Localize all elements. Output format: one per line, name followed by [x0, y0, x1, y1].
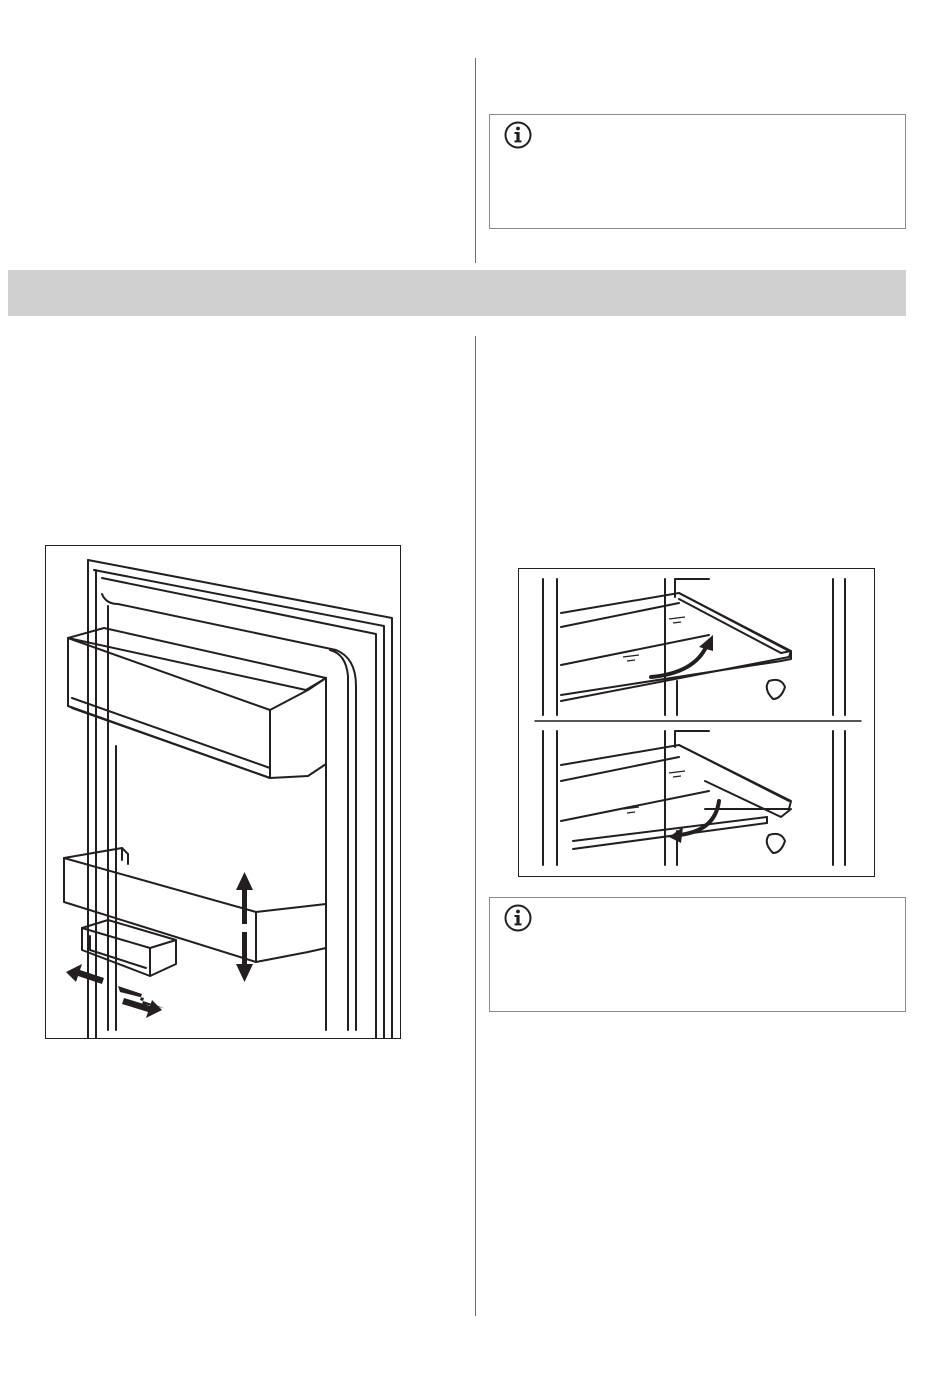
info-box-bottom: [489, 897, 906, 1012]
glass-shelf-figure: [518, 568, 875, 877]
door-shelves-figure: [45, 545, 401, 1039]
column-divider-top: [475, 58, 476, 263]
column-divider-bottom: [475, 336, 476, 1316]
section-header-band: [8, 270, 906, 316]
info-icon: [504, 904, 532, 932]
info-icon: [504, 121, 532, 149]
door-balcony-illustration-icon: [46, 546, 401, 1039]
info-box-top: [489, 114, 906, 229]
shelf-tilt-illustration-icon: [519, 569, 875, 877]
